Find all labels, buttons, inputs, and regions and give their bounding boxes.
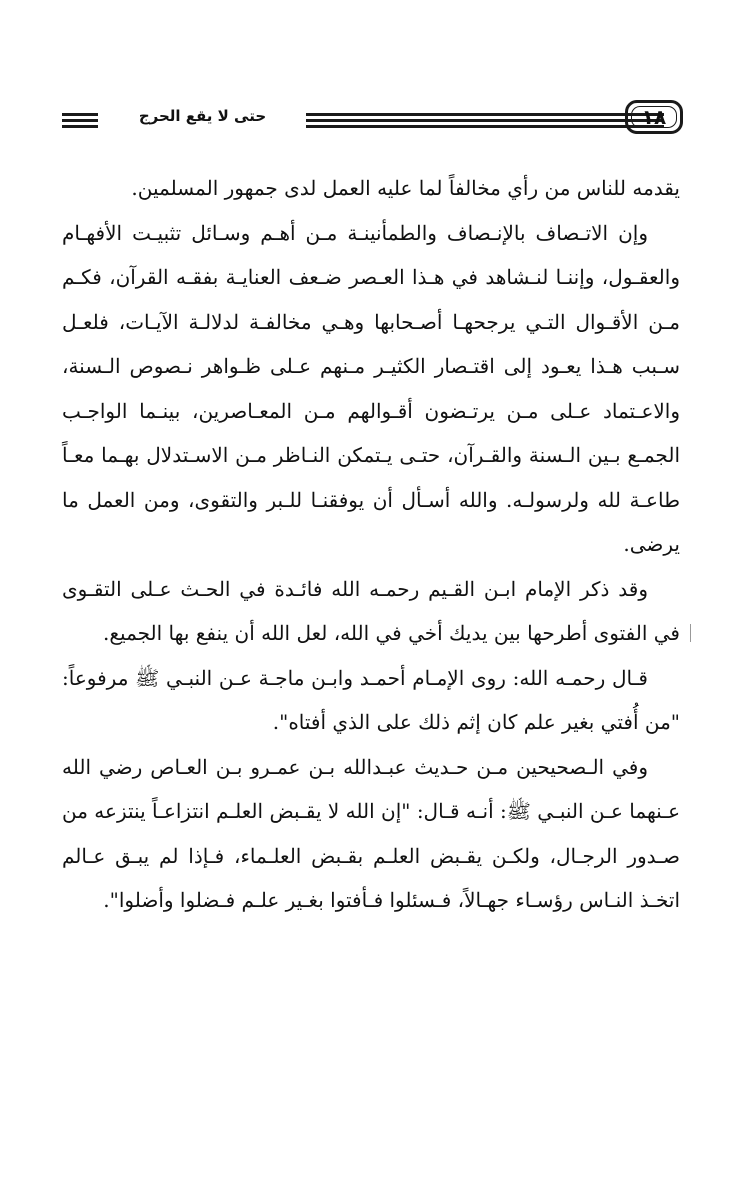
paragraph-fairness: وإن الاتـصاف بالإنـصاف والطمأنينـة مـن أهـم وسـائل تثبيـت الأفهـام والعقـول، وإننـا لنـشاهد في هـذا العـصر ضـعف العنايـة بفقـه القرآن، فكـم مـن الأقـوال التـي يرجحهـا أصـحابها وهـي مخالفـة لدلالـة الآيـات، فلعـل سـبب هـذا يعـود إلى اقتـصار الكثيـر مـنهم عـلى ظـواهر نـصوص الـسنة، والاعـتماد عـلى مـن يرتـضون أقـوالهم مـن المعـاصرين، بينـما الواجـب الجمـع بـين الـسنة والقـرآن، حتـى يـتمكن النـاظر مـن الاسـتدلال بهـما معـاً طاعـة لله ولرسولـه. والله أسـأل أن يوفقنـا للـبر والتقوى، ومن العمل ما يرضى. [62,220,680,556]
paragraph-hadith-sahihayn: وفي الـصحيحين مـن حـديث عبـدالله بـن عمـرو بـن العـاص رضي الله عـنهما عـن النبـي ﷺ: أنـه قـال: "إن الله لا يقـبض العلـم انتزاعـاً ينتزعه من صـدور الرجـال، ولكـن يقـبض العلـم بقـبض العلـماء، فـإذا لم يبـق عـالم اتخـذ النـاس رؤسـاء جهـالاً، فـسئلوا فـأفتوا بغـير علـم فـضلوا وأضلوا". [62,754,680,912]
margin-mark [690,624,691,642]
header-rule-left [62,113,98,131]
paragraph-ibn-qayyim: وقد ذكر الإمام ابـن القـيم رحمـه الله فائـدة في الحـث عـلى التقـوى في الفتوى أطرحها بين يديك أخي في الله، لعل الله أن ينفع بها الجميع. [62,576,680,645]
page-number: ١٨ [625,100,683,134]
header-rule-middle [306,113,664,131]
running-title: حتى لا يقع الحرج [138,107,267,125]
paragraph-continuation: يقدمه للناس من رأي مخالفاً لما عليه العمل لدى جمهور المسلمين. [131,176,680,200]
main-text [62,166,680,923]
running-header [60,100,690,150]
paragraph-hadith-ahmad: قـال رحمـه الله: روى الإمـام أحمـد وابـن ماجـة عـن النبـي ﷺ مرفوعاً: "من أُفتي بغير علم كان إثم ذلك على الذي أفتاه". [62,665,680,734]
